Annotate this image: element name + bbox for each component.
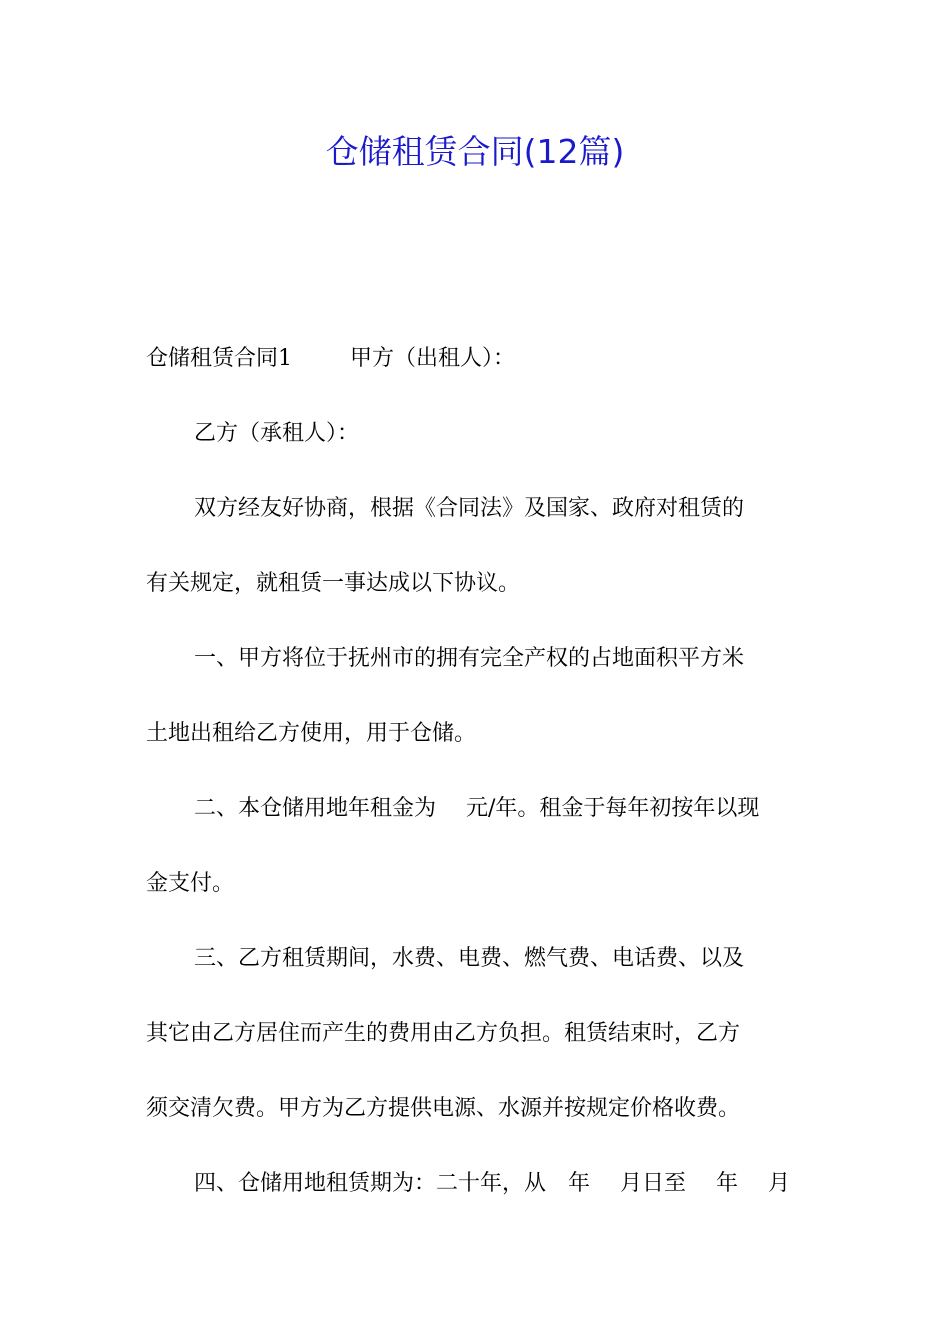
paragraph-intro-line-1: 双方经友好协商，根据《合同法》及国家、政府对租赁的 (194, 496, 745, 521)
clause-2-line-2: 金支付。 (146, 871, 235, 896)
clause-4-start-year: 年 (568, 1171, 591, 1196)
clause-1-line-2: 土地出租给乙方使用，用于仓储。 (146, 721, 477, 746)
clause-3-line-3: 须交清欠费。甲方为乙方提供电源、水源并按规定价格收费。 (146, 1096, 741, 1121)
clause-2-rent-terms: 元/年。租金于每年初按年以现 (466, 796, 760, 821)
clause-3-line-1: 三、乙方租赁期间，水费、电费、燃气费、电话费、以及 (194, 946, 745, 971)
party-a-label: 甲方（出租人）： (350, 346, 516, 371)
clause-4-line-1 (194, 1168, 864, 1200)
clause-2-rent-label: 二、本仓储用地年租金为 (194, 796, 437, 821)
clause-4-end-month: 月 (768, 1171, 791, 1196)
clause-4-start-month-day: 月日至 (620, 1171, 687, 1196)
clause-1-line-1: 一、甲方将位于抚州市的拥有完全产权的占地面积平方米 (194, 646, 745, 671)
contract-heading-line (146, 343, 816, 375)
clause-3-line-2: 其它由乙方居住而产生的费用由乙方负担。租赁结束时，乙方 (146, 1021, 741, 1046)
clause-4-end-year: 年 (716, 1171, 739, 1196)
contract-heading: 仓储租赁合同1 (146, 346, 292, 371)
clause-4-term-label: 四、仓储用地租赁期为：二十年，从 (194, 1171, 547, 1196)
party-b-label: 乙方（承租人）： (194, 421, 360, 446)
document-title: 仓储租赁合同(12篇) (325, 132, 625, 171)
clause-2-line-1 (194, 793, 864, 825)
paragraph-intro-line-2: 有关规定，就租赁一事达成以下协议。 (146, 571, 521, 596)
